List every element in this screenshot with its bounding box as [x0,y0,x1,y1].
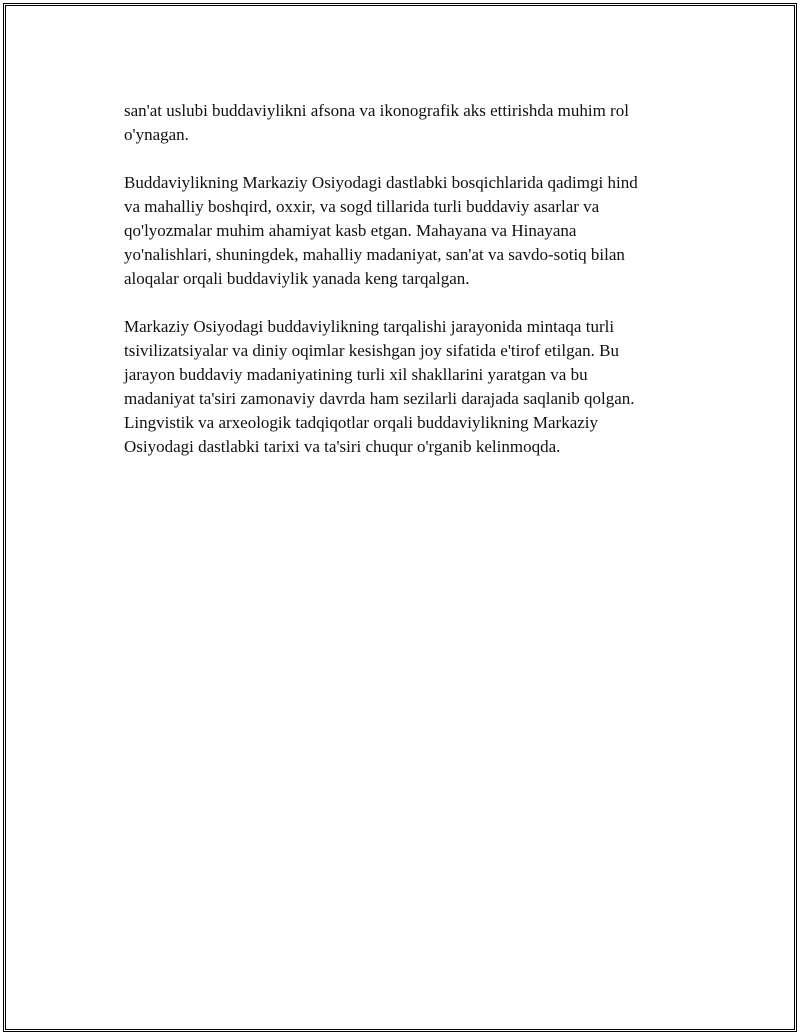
paragraph-2: Buddaviylikning Markaziy Osiyodagi dastlabki bosqichlarida qadimgi hind va mahalliy boshqird, oxxir, va sogd tillarida turli buddaviy asarlar va qo'lyozmalar muhim ahamiyat kasb etgan. Mahayana va Hinayana yo'nalishlari, shuningdek, mahalliy madaniyat, san'at va savdo-sotiq bilan aloqalar orqali buddaviylik yanada keng tarqalgan. [124,173,638,288]
page-border [3,3,797,1032]
paragraph-3: Markaziy Osiyodagi buddaviylikning tarqalishi jarayonida mintaqa turli tsivilizatsiyalar va diniy oqimlar kesishgan joy sifatida e'tirof etilgan. Bu jarayon buddaviy madaniyatining turli xil shakllarini yaratgan va bu madaniyat ta'siri zamonaviy davrda ham sezilarli darajada saqlanib qolgan. Lingvistik va arxeologik tadqiqotlar orqali buddaviylikning Markaziy Osiyodagi dastlabki tarixi va ta'siri chuqur o'rganib kelinmoqda. [124,317,635,456]
paragraph-1: san'at uslubi buddaviylikni afsona va ikonografik aks ettirishda muhim rol o'ynagan. [124,101,629,144]
document-body [124,99,694,483]
